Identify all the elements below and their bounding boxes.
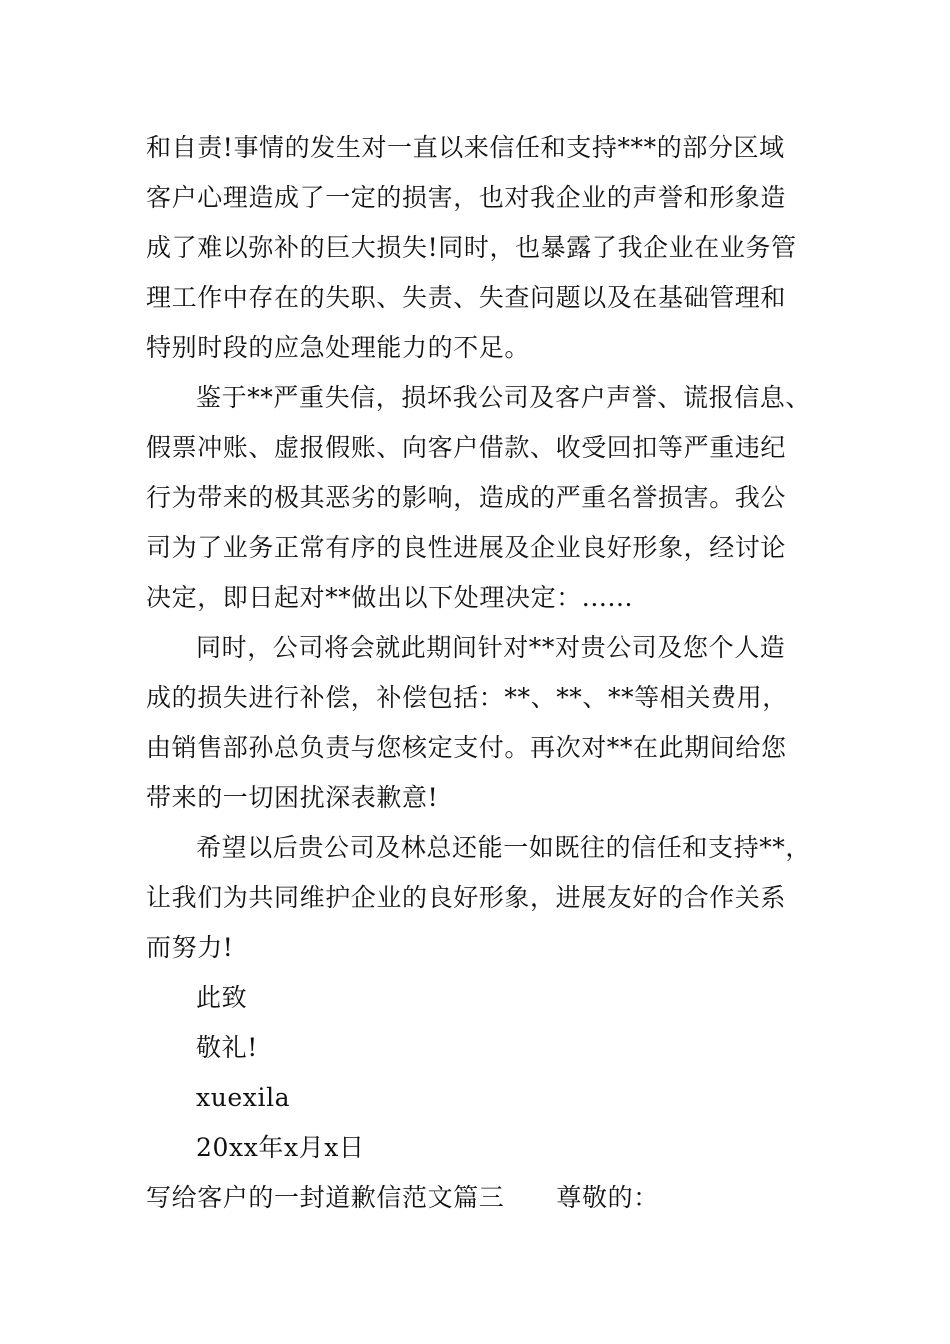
- paragraph-line: 让我们为共同维护企业的良好形象，进展友好的合作关系: [146, 883, 787, 912]
- paragraph-line: 和自责!事情的发生对一直以来信任和支持***的部分区域: [146, 133, 785, 162]
- section-title: 写给客户的一封道歉信范文篇三: [146, 1183, 505, 1212]
- paragraph-line: 司为了业务正常有序的良性进展及企业良好形象，经讨论: [146, 533, 787, 562]
- paragraph-line: 客户心理造成了一定的损害，也对我企业的声誉和形象造: [146, 183, 787, 212]
- paragraph-line: 行为带来的极其恶劣的影响，造成的严重名誉损害。我公: [146, 483, 787, 512]
- closing-signature: xuexila: [196, 1083, 291, 1112]
- paragraph-line: 同时，公司将会就此期间针对**对贵公司及您个人造: [196, 633, 786, 662]
- closing-respect: 敬礼!: [196, 1033, 258, 1062]
- paragraph-line: 决定，即日起对**做出以下处理决定：......: [146, 583, 634, 612]
- paragraph-line: 成了难以弥补的巨大损失!同时，也暴露了我企业在业务管: [146, 233, 797, 262]
- paragraph-line: 由销售部孙总负责与您核定支付。再次对**在此期间给您: [146, 733, 787, 762]
- paragraph-line: 鉴于**严重失信，损坏我公司及客户声誉、谎报信息、: [196, 383, 812, 412]
- closing-date: 20xx年x月x日: [196, 1133, 365, 1162]
- section-greeting: 尊敬的：: [556, 1183, 659, 1212]
- closing-salutation: 此致: [196, 983, 248, 1012]
- paragraph-line: 特别时段的应急处理能力的不足。: [146, 333, 531, 362]
- paragraph-line: 希望以后贵公司及林总还能一如既往的信任和支持**，: [196, 833, 812, 862]
- paragraph-line: 理工作中存在的失职、失责、失查问题以及在基础管理和: [146, 283, 787, 312]
- paragraph-line: 而努力!: [146, 933, 234, 962]
- paragraph-line: 假票冲账、虚报假账、向客户借款、收受回扣等严重违纪: [146, 433, 787, 462]
- paragraph-line: 成的损失进行补偿，补偿包括：**、**、**等相关费用，: [146, 683, 788, 712]
- next-section-heading: [146, 1183, 659, 1213]
- paragraph-line: 带来的一切困扰深表歉意!: [146, 783, 439, 812]
